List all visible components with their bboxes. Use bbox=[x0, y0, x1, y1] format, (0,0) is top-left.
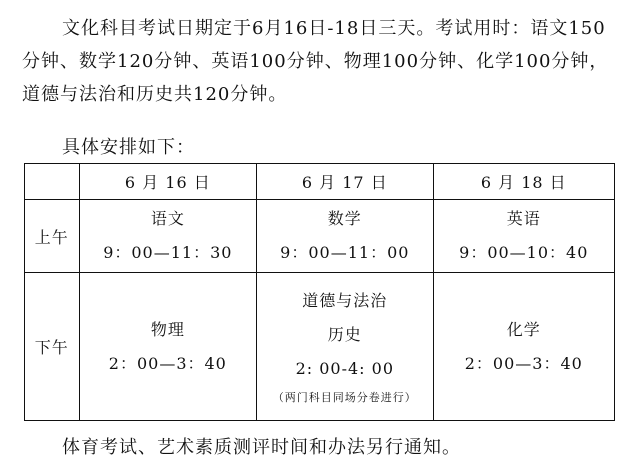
combined-exam-note: （两门科目同场分卷进行） bbox=[272, 390, 417, 404]
morning-cell-17 bbox=[257, 200, 433, 273]
table-header-row bbox=[25, 164, 615, 200]
subject-physics: 物理 bbox=[150, 319, 185, 339]
subject-history: 历史 bbox=[327, 324, 362, 344]
subject-chemistry: 化学 bbox=[506, 319, 541, 339]
morning-label: 上午 bbox=[25, 200, 80, 273]
arrangement-label: 具体安排如下： bbox=[62, 137, 195, 158]
footer-note: 体育考试、艺术素质测评时间和办法另行通知。 bbox=[62, 437, 461, 458]
header-date-16: 6 月 16 日 bbox=[79, 164, 256, 200]
subject-morality-law: 道德与法治 bbox=[302, 290, 388, 310]
time-physics: 2：00—3：40 bbox=[108, 353, 227, 373]
time-chinese: 9：00—11：30 bbox=[103, 243, 233, 262]
afternoon-label: 下午 bbox=[25, 273, 80, 421]
exam-schedule-table bbox=[24, 163, 615, 421]
morning-cell-16 bbox=[79, 200, 256, 273]
time-chemistry: 2：00—3：40 bbox=[464, 353, 583, 373]
subject-english: 英语 bbox=[506, 209, 541, 228]
header-date-17: 6 月 17 日 bbox=[257, 164, 433, 200]
time-morality-history: 2: 00-4: 00 bbox=[295, 358, 395, 378]
afternoon-row bbox=[25, 273, 615, 421]
time-english: 9：00—10：40 bbox=[459, 243, 589, 262]
morning-row bbox=[25, 200, 615, 273]
afternoon-cell-16 bbox=[79, 273, 256, 421]
table-corner-cell bbox=[25, 164, 80, 200]
time-math: 9：00—11：00 bbox=[280, 243, 410, 262]
morning-cell-18 bbox=[433, 200, 614, 273]
afternoon-cell-17 bbox=[257, 273, 433, 421]
intro-paragraph: 文化科目考试日期定于6月16日-18日三天。考试用时：语文150分钟、数学120分钟、英语100分钟、物理100分钟、化学100分钟，道德与法治和历史共120分钟。 bbox=[22, 18, 609, 105]
header-date-18: 6 月 18 日 bbox=[433, 164, 614, 200]
afternoon-cell-18 bbox=[433, 273, 614, 421]
subject-chinese: 语文 bbox=[150, 209, 185, 228]
subject-math: 数学 bbox=[327, 209, 362, 228]
